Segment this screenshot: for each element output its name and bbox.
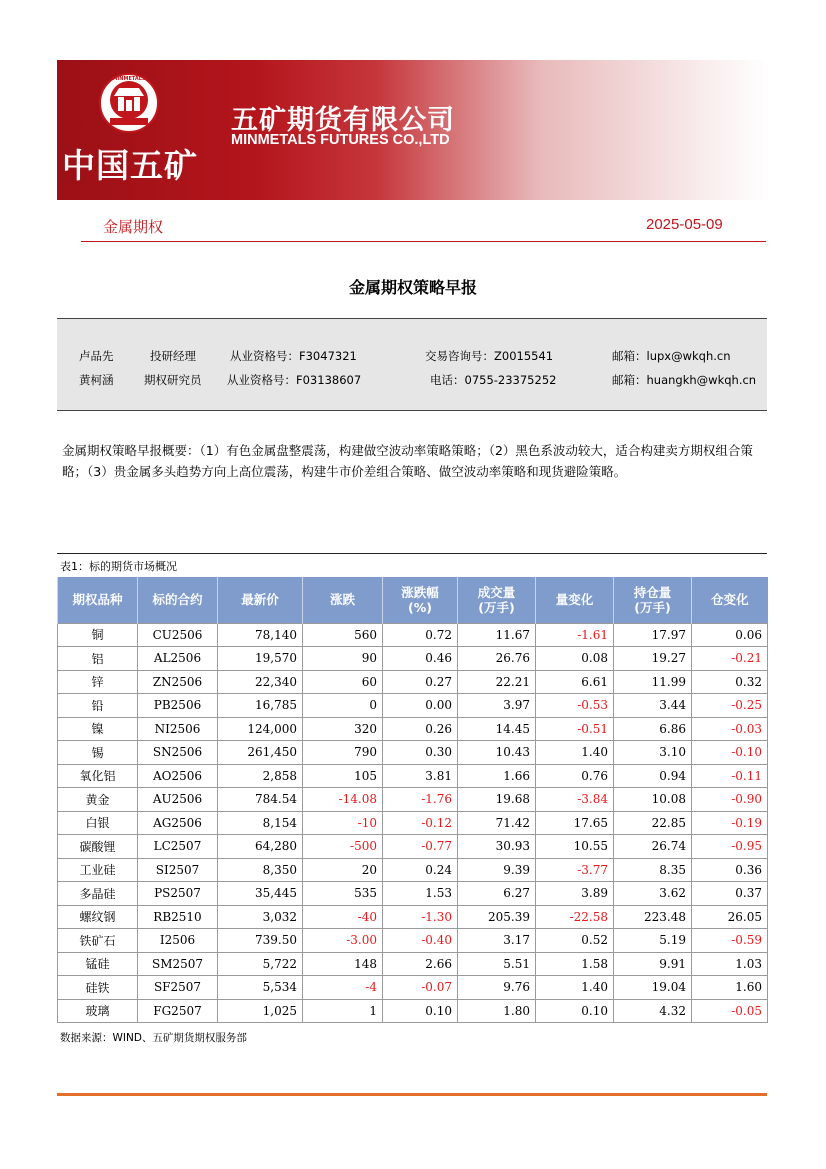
analyst-license: 从业资格号：F3047321 [230,349,357,363]
table-cell: 17.97 [614,623,692,647]
analyst-name: 黄柯涵 [79,373,114,387]
table-cell: 4.32 [614,999,692,1023]
table-cell: -0.11 [692,764,768,788]
table-cell: SN2506 [138,741,218,765]
column-header: 成交量 (万手) [458,577,536,623]
table-cell: -3.84 [536,788,614,812]
table-cell: 3,032 [218,905,303,929]
data-source-note: 数据来源：WIND、五矿期货期权服务部 [60,1032,247,1044]
table-cell: 5,722 [218,952,303,976]
table-cell: 560 [303,623,383,647]
table-cell: 0.94 [614,764,692,788]
column-header: 涨跌幅 (%) [383,577,458,623]
table-cell: 3.89 [536,882,614,906]
table-top-rule [57,553,767,554]
table-cell: 1.66 [458,764,536,788]
table-cell: 64,280 [218,835,303,859]
table-cell: AG2506 [138,811,218,835]
table-cell: PS2507 [138,882,218,906]
table-row [58,882,768,906]
table-cell: 739.50 [218,929,303,953]
table-cell: AU2506 [138,788,218,812]
header-divider [81,241,766,242]
table-cell: 3.62 [614,882,692,906]
table-cell: 19.68 [458,788,536,812]
table-row [58,952,768,976]
table-cell: FG2507 [138,999,218,1023]
table-cell: 0.72 [383,623,458,647]
table-cell: 105 [303,764,383,788]
table-cell: -0.59 [692,929,768,953]
table-caption: 表1：标的期货市场概况 [60,560,177,573]
table-cell: -22.58 [536,905,614,929]
table-cell: 铁矿石 [58,929,138,953]
table-body [58,623,768,1023]
table-cell: 223.48 [614,905,692,929]
table-cell: NI2506 [138,717,218,741]
table-cell: ZN2506 [138,670,218,694]
market-overview-table [57,577,768,1023]
table-cell: 2,858 [218,764,303,788]
table-cell: 535 [303,882,383,906]
table-cell: 工业硅 [58,858,138,882]
table-cell: 8,154 [218,811,303,835]
table-cell: 16,785 [218,694,303,718]
table-cell: 0 [303,694,383,718]
column-header: 标的合约 [138,577,218,623]
table-cell: 26.74 [614,835,692,859]
analyst-role: 投研经理 [150,349,196,363]
table-cell: 0.24 [383,858,458,882]
table-cell: 9.76 [458,976,536,1000]
table-cell: 0.37 [692,882,768,906]
table-cell: 镍 [58,717,138,741]
table-cell: 8,350 [218,858,303,882]
table-cell: -0.40 [383,929,458,953]
table-cell: SF2507 [138,976,218,1000]
table-cell: 35,445 [218,882,303,906]
table-row [58,694,768,718]
table-cell: 多晶硅 [58,882,138,906]
table-cell: 5.51 [458,952,536,976]
table-cell: 0.32 [692,670,768,694]
column-header: 仓变化 [692,577,768,623]
table-cell: 1.58 [536,952,614,976]
brand-name-cn: 中国五矿 [62,146,198,185]
table-cell: 19.27 [614,647,692,671]
table-cell: 0.08 [536,647,614,671]
table-cell: 锡 [58,741,138,765]
table-cell: 11.67 [458,623,536,647]
table-cell: 0.52 [536,929,614,953]
table-cell: -0.05 [692,999,768,1023]
table-cell: 硅铁 [58,976,138,1000]
table-cell: -1.30 [383,905,458,929]
table-cell: 6.61 [536,670,614,694]
table-cell: SI2507 [138,858,218,882]
table-cell: 26.05 [692,905,768,929]
column-header: 最新价 [218,577,303,623]
table-row [58,670,768,694]
table-cell: 148 [303,952,383,976]
analyst-contact: 交易咨询号：Z0015541 [425,349,554,363]
table-cell: -0.10 [692,741,768,765]
table-cell: I2506 [138,929,218,953]
table-cell: -0.07 [383,976,458,1000]
footer-rule [57,1093,767,1096]
table-row [58,835,768,859]
report-date: 2025-05-09 [646,216,723,233]
table-cell: 1.80 [458,999,536,1023]
table-cell: 3.17 [458,929,536,953]
table-row [58,999,768,1023]
table-cell: 1,025 [218,999,303,1023]
table-row [58,741,768,765]
table-cell: 1.60 [692,976,768,1000]
analyst-email[interactable]: 邮箱：lupx@wkqh.cn [612,349,731,363]
table-cell: 1.40 [536,741,614,765]
table-cell: PB2506 [138,694,218,718]
analyst-license: 从业资格号：F03138607 [227,373,362,387]
table-row [58,929,768,953]
table-cell: 20 [303,858,383,882]
table-cell: SM2507 [138,952,218,976]
table-cell: 铅 [58,694,138,718]
table-cell: 10.55 [536,835,614,859]
table-cell: -1.61 [536,623,614,647]
table-cell: LC2507 [138,835,218,859]
table-row [58,764,768,788]
table-cell: 铜 [58,623,138,647]
table-cell: 3.97 [458,694,536,718]
table-cell: 11.99 [614,670,692,694]
table-cell: -0.25 [692,694,768,718]
table-cell: 30.93 [458,835,536,859]
table-cell: -0.19 [692,811,768,835]
analyst-role: 期权研究员 [144,373,202,387]
table-cell: AO2506 [138,764,218,788]
table-row [58,647,768,671]
table-cell: 0.76 [536,764,614,788]
table-row [58,623,768,647]
table-cell: 9.91 [614,952,692,976]
table-cell: -0.03 [692,717,768,741]
table-row [58,717,768,741]
table-row [58,811,768,835]
table-cell: 0.26 [383,717,458,741]
company-name-cn: 五矿期货有限公司 [231,105,455,136]
table-cell: RB2510 [138,905,218,929]
table-cell: 19.04 [614,976,692,1000]
table-row [58,858,768,882]
table-cell: 2.66 [383,952,458,976]
table-cell: 205.39 [458,905,536,929]
table-cell: 氧化铝 [58,764,138,788]
table-cell: 6.86 [614,717,692,741]
table-cell: 锰硅 [58,952,138,976]
summary-paragraph: 金属期权策略早报概要：（1）有色金属盘整震荡，构建做空波动率策略策略；（2）黑色系波动较大，适合构建卖方期权组合策略；（3）贵金属多头趋势方向上高位震荡，构建牛市价差组合策略、做空波动率策略和现货避险策略。 [62,443,753,479]
table-cell: -40 [303,905,383,929]
table-cell: 1.40 [536,976,614,1000]
table-cell: 10.43 [458,741,536,765]
table-cell: 261,450 [218,741,303,765]
table-row [58,788,768,812]
table-cell: 22,340 [218,670,303,694]
column-header: 期权品种 [58,577,138,623]
table-cell: 5.19 [614,929,692,953]
table-cell: 22.85 [614,811,692,835]
table-cell: 124,000 [218,717,303,741]
minmetals-logo [98,72,160,134]
document-title: 金属期权策略早报 [348,278,477,297]
table-cell: 10.08 [614,788,692,812]
table-cell: -3.00 [303,929,383,953]
logo-arc-text: MINMETALS [112,76,146,82]
table-cell: 玻璃 [58,999,138,1023]
table-cell: AL2506 [138,647,218,671]
table-cell: -0.53 [536,694,614,718]
table-cell: 0.06 [692,623,768,647]
table-cell: 14.45 [458,717,536,741]
table-cell: 0.46 [383,647,458,671]
table-cell: 铝 [58,647,138,671]
table-cell: 790 [303,741,383,765]
table-cell: 1.03 [692,952,768,976]
table-cell: -0.95 [692,835,768,859]
table-cell: 784.54 [218,788,303,812]
table-cell: 0.00 [383,694,458,718]
table-cell: 0.10 [536,999,614,1023]
table-cell: 0.30 [383,741,458,765]
analyst-contact: 电话：0755-23375252 [430,373,557,387]
table-cell: 78,140 [218,623,303,647]
table-cell: 60 [303,670,383,694]
table-cell: 0.36 [692,858,768,882]
table-cell: 0.27 [383,670,458,694]
column-header: 持仓量 (万手) [614,577,692,623]
analyst-email[interactable]: 邮箱：huangkh@wkqh.cn [612,373,757,387]
table-cell: 0.10 [383,999,458,1023]
table-cell: CU2506 [138,623,218,647]
table-cell: 320 [303,717,383,741]
table-cell: -4 [303,976,383,1000]
table-cell: 1.53 [383,882,458,906]
table-cell: 5,534 [218,976,303,1000]
table-cell: -0.51 [536,717,614,741]
analyst-name: 卢品先 [79,349,114,363]
analyst-info-box [57,318,767,411]
table-cell: 3.44 [614,694,692,718]
table-cell: 71.42 [458,811,536,835]
table-cell: 19,570 [218,647,303,671]
table-cell: 17.65 [536,811,614,835]
table-cell: -0.21 [692,647,768,671]
table-cell: 90 [303,647,383,671]
table-cell: -10 [303,811,383,835]
table-cell: 白银 [58,811,138,835]
table-cell: 碳酸锂 [58,835,138,859]
table-cell: 锌 [58,670,138,694]
table-cell: -14.08 [303,788,383,812]
table-row [58,976,768,1000]
table-cell: 1 [303,999,383,1023]
section-tag: 金属期权 [103,218,164,236]
table-header-row [58,577,768,623]
table-cell: -0.90 [692,788,768,812]
table-cell: 3.10 [614,741,692,765]
table-cell: 8.35 [614,858,692,882]
table-cell: 26.76 [458,647,536,671]
company-name-en: MINMETALS FUTURES CO.,LTD [231,132,450,148]
table-cell: -500 [303,835,383,859]
column-header: 涨跌 [303,577,383,623]
column-header: 量变化 [536,577,614,623]
table-cell: 9.39 [458,858,536,882]
table-cell: 3.81 [383,764,458,788]
table-cell: 6.27 [458,882,536,906]
table-cell: -0.12 [383,811,458,835]
table-cell: -1.76 [383,788,458,812]
table-row [58,905,768,929]
table-cell: 螺纹钢 [58,905,138,929]
table-cell: 黄金 [58,788,138,812]
table-cell: -0.77 [383,835,458,859]
table-cell: 22.21 [458,670,536,694]
table-cell: -3.77 [536,858,614,882]
